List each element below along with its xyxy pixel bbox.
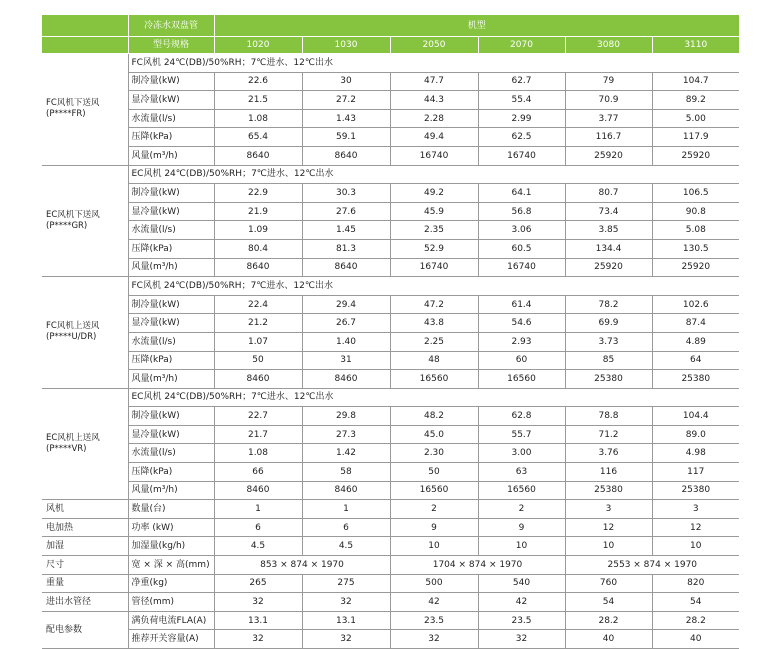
value-cell: 3 (652, 500, 739, 519)
value-cell: 55.4 (478, 91, 565, 110)
param-label: 显冷量(kW) (128, 314, 214, 333)
table-row (42, 351, 739, 370)
value-cell: 1.08 (214, 109, 302, 128)
table-row (42, 184, 739, 203)
value-cell: 48.2 (390, 407, 478, 426)
spec-table (42, 14, 739, 649)
value-cell: 89.2 (652, 91, 739, 110)
group-name-cell (42, 388, 128, 500)
value-cell: 60 (478, 351, 565, 370)
value-cell: 81.3 (302, 239, 390, 258)
value-cell: 22.4 (214, 295, 302, 314)
header-model-cell: 2050 (390, 37, 478, 54)
param-label: 水流量(l/s) (128, 221, 214, 240)
value-cell: 42 (390, 593, 478, 612)
value-cell: 25920 (565, 258, 652, 277)
value-cell: 16740 (390, 146, 478, 165)
test-condition: FC风机 24℃(DB)/50%RH；7℃进水、12℃出水 (128, 54, 739, 73)
param-label: 功率 (kW) (128, 518, 214, 537)
param-label: 压降(kPa) (128, 463, 214, 482)
value-cell: 3.76 (565, 444, 652, 463)
value-cell: 71.2 (565, 425, 652, 444)
param-label: 风量(m³/h) (128, 146, 214, 165)
header-row-2 (42, 37, 739, 54)
value-cell: 5.08 (652, 221, 739, 240)
value-cell: 59.1 (302, 128, 390, 147)
table-row (42, 72, 739, 91)
value-cell: 47.2 (390, 295, 478, 314)
value-cell: 9 (478, 518, 565, 537)
value-cell: 13.1 (214, 611, 302, 630)
value-cell: 62.8 (478, 407, 565, 426)
category-label: 加湿 (42, 537, 128, 556)
value-cell: 28.2 (565, 611, 652, 630)
value-cell: 16740 (390, 258, 478, 277)
value-cell: 16560 (390, 481, 478, 500)
value-cell: 4.5 (214, 537, 302, 556)
value-cell: 134.4 (565, 239, 652, 258)
value-cell: 2.30 (390, 444, 478, 463)
value-cell: 25920 (565, 146, 652, 165)
value-cell: 23.5 (478, 611, 565, 630)
table-row (42, 314, 739, 333)
value-cell: 10 (390, 537, 478, 556)
value-cell: 25920 (652, 146, 739, 165)
value-cell: 116 (565, 463, 652, 482)
dimension-cell: 853 × 874 × 1970 (214, 556, 390, 575)
category-label: 尺寸 (42, 556, 128, 575)
param-label: 净重(kg) (128, 574, 214, 593)
value-cell: 1.08 (214, 444, 302, 463)
value-cell: 8640 (214, 258, 302, 277)
value-cell: 8460 (214, 481, 302, 500)
table-row (42, 370, 739, 389)
value-cell: 27.6 (302, 202, 390, 221)
value-cell: 55.7 (478, 425, 565, 444)
value-cell: 16560 (478, 481, 565, 500)
table-row (42, 425, 739, 444)
param-label: 制冷量(kW) (128, 184, 214, 203)
value-cell: 50 (214, 351, 302, 370)
value-cell: 8460 (302, 370, 390, 389)
value-cell: 22.9 (214, 184, 302, 203)
value-cell: 44.3 (390, 91, 478, 110)
table-row (42, 518, 739, 537)
param-label: 显冷量(kW) (128, 425, 214, 444)
value-cell: 25380 (565, 481, 652, 500)
value-cell: 63 (478, 463, 565, 482)
param-label: 水流量(l/s) (128, 332, 214, 351)
value-cell: 2 (390, 500, 478, 519)
table-row (42, 128, 739, 147)
value-cell: 40 (652, 630, 739, 649)
value-cell: 56.8 (478, 202, 565, 221)
table-row (42, 500, 739, 519)
group-model-code: (P****VR) (46, 443, 87, 454)
value-cell: 23.5 (390, 611, 478, 630)
condition-row (42, 277, 739, 296)
table-row (42, 146, 739, 165)
value-cell: 79 (565, 72, 652, 91)
value-cell: 40 (565, 630, 652, 649)
value-cell: 3.85 (565, 221, 652, 240)
value-cell: 6 (302, 518, 390, 537)
value-cell: 3.00 (478, 444, 565, 463)
param-label: 宽 × 深 × 高(mm) (128, 556, 214, 575)
value-cell: 80.7 (565, 184, 652, 203)
value-cell: 1.45 (302, 221, 390, 240)
value-cell: 1.43 (302, 109, 390, 128)
param-label: 管径(mm) (128, 593, 214, 612)
value-cell: 43.8 (390, 314, 478, 333)
value-cell: 45.0 (390, 425, 478, 444)
group-name: EC风机下送风 (46, 209, 100, 220)
value-cell: 102.6 (652, 295, 739, 314)
value-cell: 58 (302, 463, 390, 482)
value-cell: 73.4 (565, 202, 652, 221)
param-label: 加湿量(kg/h) (128, 537, 214, 556)
value-cell: 4.89 (652, 332, 739, 351)
value-cell: 8460 (214, 370, 302, 389)
value-cell: 25920 (652, 258, 739, 277)
param-label: 风量(m³/h) (128, 370, 214, 389)
header-model-cell: 2070 (478, 37, 565, 54)
value-cell: 32 (302, 593, 390, 612)
table-row (42, 202, 739, 221)
value-cell: 1 (302, 500, 390, 519)
value-cell: 2.99 (478, 109, 565, 128)
dimension-cell: 1704 × 874 × 1970 (390, 556, 565, 575)
value-cell: 4.5 (302, 537, 390, 556)
header-spec-label: 型号规格 (128, 37, 214, 54)
value-cell: 2.28 (390, 109, 478, 128)
value-cell: 90.8 (652, 202, 739, 221)
value-cell: 104.7 (652, 72, 739, 91)
param-label: 制冷量(kW) (128, 295, 214, 314)
value-cell: 78.2 (565, 295, 652, 314)
value-cell: 42 (478, 593, 565, 612)
value-cell: 117.9 (652, 128, 739, 147)
header-model-cell: 1030 (302, 37, 390, 54)
condition-row (42, 388, 739, 407)
value-cell: 70.9 (565, 91, 652, 110)
value-cell: 275 (302, 574, 390, 593)
test-condition: EC风机 24℃(DB)/50%RH；7℃进水、12℃出水 (128, 165, 739, 184)
param-label: 制冷量(kW) (128, 407, 214, 426)
value-cell: 16740 (478, 146, 565, 165)
value-cell: 130.5 (652, 239, 739, 258)
value-cell: 64.1 (478, 184, 565, 203)
value-cell: 50 (390, 463, 478, 482)
value-cell: 85 (565, 351, 652, 370)
category-label: 电加热 (42, 518, 128, 537)
value-cell: 80.4 (214, 239, 302, 258)
value-cell: 32 (478, 630, 565, 649)
value-cell: 52.9 (390, 239, 478, 258)
value-cell: 26.7 (302, 314, 390, 333)
table-row (42, 481, 739, 500)
value-cell: 1.42 (302, 444, 390, 463)
header-model-cell: 3080 (565, 37, 652, 54)
category-label: 进出水管径 (42, 593, 128, 612)
group-model-code: (P****FR) (46, 109, 86, 120)
condition-row (42, 54, 739, 73)
value-cell: 117 (652, 463, 739, 482)
value-cell: 3.77 (565, 109, 652, 128)
value-cell: 54.6 (478, 314, 565, 333)
value-cell: 30 (302, 72, 390, 91)
value-cell: 1.09 (214, 221, 302, 240)
value-cell: 32 (214, 630, 302, 649)
value-cell: 8640 (302, 258, 390, 277)
value-cell: 3 (565, 500, 652, 519)
value-cell: 32 (390, 630, 478, 649)
value-cell: 5.00 (652, 109, 739, 128)
value-cell: 16740 (478, 258, 565, 277)
param-label: 压降(kPa) (128, 128, 214, 147)
test-condition: EC风机 24℃(DB)/50%RH；7℃进水、12℃出水 (128, 388, 739, 407)
value-cell: 64 (652, 351, 739, 370)
value-cell: 65.4 (214, 128, 302, 147)
value-cell: 27.3 (302, 425, 390, 444)
group-name: EC风机上送风 (46, 432, 100, 443)
table-row (42, 91, 739, 110)
header-model-cell: 3110 (652, 37, 739, 54)
value-cell: 21.9 (214, 202, 302, 221)
value-cell: 1 (214, 500, 302, 519)
test-condition: FC风机 24℃(DB)/50%RH；7℃进水、12℃出水 (128, 277, 739, 296)
param-label: 风量(m³/h) (128, 481, 214, 500)
table-row (42, 611, 739, 630)
value-cell: 1.40 (302, 332, 390, 351)
value-cell: 104.4 (652, 407, 739, 426)
value-cell: 12 (652, 518, 739, 537)
param-label: 推荐开关容量(A) (128, 630, 214, 649)
value-cell: 69.9 (565, 314, 652, 333)
header-type-label: 冷冻水双盘管 (128, 15, 214, 37)
param-label: 数量(台) (128, 500, 214, 519)
header-model-cell: 1020 (214, 37, 302, 54)
value-cell: 78.8 (565, 407, 652, 426)
value-cell: 89.0 (652, 425, 739, 444)
value-cell: 500 (390, 574, 478, 593)
value-cell: 3.06 (478, 221, 565, 240)
value-cell: 48 (390, 351, 478, 370)
value-cell: 54 (652, 593, 739, 612)
value-cell: 9 (390, 518, 478, 537)
value-cell: 31 (302, 351, 390, 370)
group-name-cell (42, 277, 128, 389)
value-cell: 116.7 (565, 128, 652, 147)
param-label: 压降(kPa) (128, 239, 214, 258)
param-label: 水流量(l/s) (128, 109, 214, 128)
table-row (42, 574, 739, 593)
table-row (42, 221, 739, 240)
value-cell: 28.2 (652, 611, 739, 630)
value-cell: 8640 (302, 146, 390, 165)
category-label: 重量 (42, 574, 128, 593)
value-cell: 29.4 (302, 295, 390, 314)
param-label: 显冷量(kW) (128, 202, 214, 221)
value-cell: 820 (652, 574, 739, 593)
value-cell: 12 (565, 518, 652, 537)
table-row (42, 258, 739, 277)
value-cell: 10 (652, 537, 739, 556)
group-model-code: (P****GR) (46, 220, 88, 231)
dimension-cell: 2553 × 874 × 1970 (565, 556, 739, 575)
value-cell: 45.9 (390, 202, 478, 221)
param-label: 压降(kPa) (128, 351, 214, 370)
value-cell: 10 (565, 537, 652, 556)
value-cell: 47.7 (390, 72, 478, 91)
group-name-cell (42, 165, 128, 277)
value-cell: 8460 (302, 481, 390, 500)
value-cell: 49.2 (390, 184, 478, 203)
table-row (42, 630, 739, 649)
category-label: 配电参数 (42, 611, 128, 648)
header-model-label: 机型 (214, 15, 739, 37)
table-row (42, 295, 739, 314)
table-row (42, 407, 739, 426)
value-cell: 62.5 (478, 128, 565, 147)
value-cell: 22.6 (214, 72, 302, 91)
group-name: FC风机下送风 (46, 98, 100, 109)
param-label: 风量(m³/h) (128, 258, 214, 277)
condition-row (42, 165, 739, 184)
param-label: 水流量(l/s) (128, 444, 214, 463)
value-cell: 54 (565, 593, 652, 612)
value-cell: 106.5 (652, 184, 739, 203)
group-name: FC风机上送风 (46, 321, 100, 332)
value-cell: 4.98 (652, 444, 739, 463)
value-cell: 10 (478, 537, 565, 556)
value-cell: 87.4 (652, 314, 739, 333)
category-label: 风机 (42, 500, 128, 519)
value-cell: 2 (478, 500, 565, 519)
table-row (42, 239, 739, 258)
value-cell: 49.4 (390, 128, 478, 147)
value-cell: 2.25 (390, 332, 478, 351)
value-cell: 21.5 (214, 91, 302, 110)
value-cell: 8640 (214, 146, 302, 165)
group-model-code: (P****U/DR) (46, 332, 97, 343)
param-label: 满负荷电流FLA(A) (128, 611, 214, 630)
value-cell: 30.3 (302, 184, 390, 203)
param-label: 显冷量(kW) (128, 91, 214, 110)
table-row (42, 537, 739, 556)
value-cell: 6 (214, 518, 302, 537)
value-cell: 60.5 (478, 239, 565, 258)
header-blank-cell (42, 37, 128, 54)
table-row (42, 463, 739, 482)
table-row (42, 332, 739, 351)
header-blank-cell (42, 15, 128, 37)
header-row-1 (42, 15, 739, 37)
value-cell: 2.35 (390, 221, 478, 240)
size-row (42, 556, 739, 575)
value-cell: 21.7 (214, 425, 302, 444)
value-cell: 540 (478, 574, 565, 593)
param-label: 制冷量(kW) (128, 72, 214, 91)
table-row (42, 444, 739, 463)
value-cell: 25380 (652, 481, 739, 500)
value-cell: 27.2 (302, 91, 390, 110)
value-cell: 66 (214, 463, 302, 482)
value-cell: 760 (565, 574, 652, 593)
value-cell: 62.7 (478, 72, 565, 91)
value-cell: 16560 (478, 370, 565, 389)
value-cell: 25380 (652, 370, 739, 389)
value-cell: 3.73 (565, 332, 652, 351)
table-row (42, 109, 739, 128)
value-cell: 25380 (565, 370, 652, 389)
value-cell: 32 (302, 630, 390, 649)
value-cell: 13.1 (302, 611, 390, 630)
value-cell: 2.93 (478, 332, 565, 351)
value-cell: 1.07 (214, 332, 302, 351)
group-name-cell (42, 54, 128, 166)
value-cell: 22.7 (214, 407, 302, 426)
value-cell: 21.2 (214, 314, 302, 333)
value-cell: 29.8 (302, 407, 390, 426)
value-cell: 265 (214, 574, 302, 593)
value-cell: 16560 (390, 370, 478, 389)
value-cell: 61.4 (478, 295, 565, 314)
table-row (42, 593, 739, 612)
value-cell: 32 (214, 593, 302, 612)
